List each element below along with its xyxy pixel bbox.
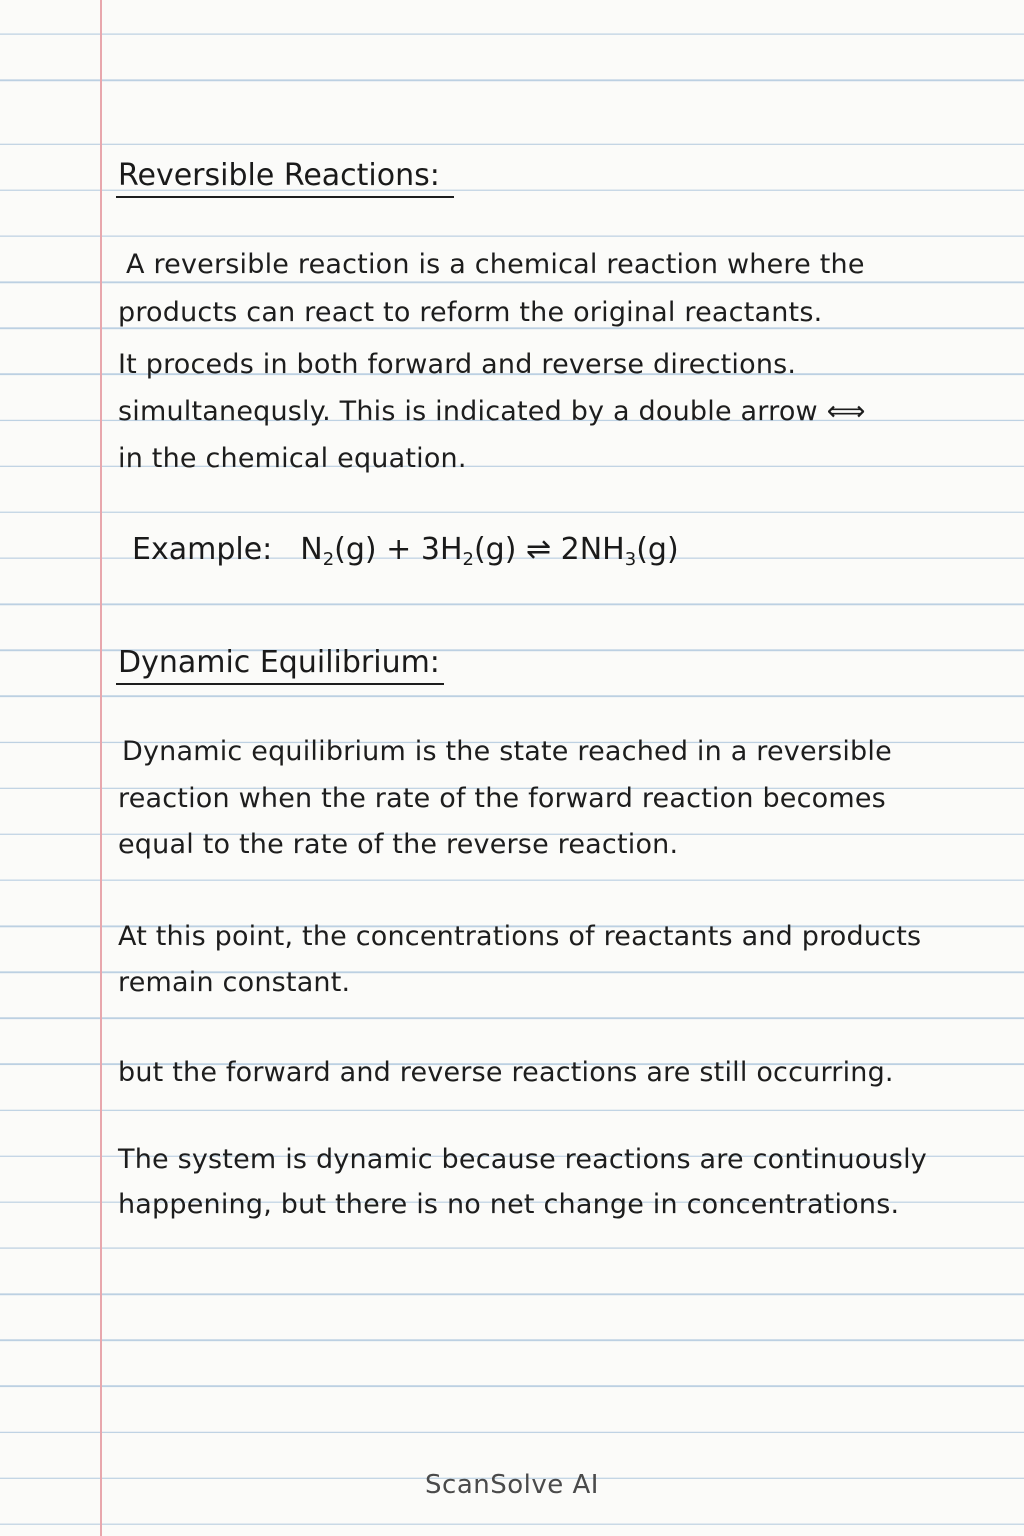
product-nh3: $2NH_3(g)$ xyxy=(560,532,679,570)
text-line: At this point, the concentrations of reactants and products xyxy=(118,921,922,952)
example-label: Example: xyxy=(132,532,273,567)
text-line: reaction when the rate of the forward reaction becomes xyxy=(118,783,886,814)
text-line: The system is dynamic because reactions are continuously xyxy=(118,1144,927,1175)
heading-reversible-reactions: Reversible Reactions: xyxy=(118,158,440,193)
text-line: simultanequsly. This is indicated by a double arrow ⟺ xyxy=(118,396,866,427)
example-equation xyxy=(132,530,679,580)
plus-sign: + xyxy=(386,532,412,567)
text-line: in the chemical equation. xyxy=(118,443,467,474)
text-line: equal to the rate of the reverse reaction. xyxy=(118,829,679,860)
text-line: A reversible reaction is a chemical reaction where the xyxy=(126,249,865,280)
reactant-h2: $3H_2(g)$ xyxy=(420,532,517,570)
equilibrium-arrow-icon: ⇌ xyxy=(525,532,552,567)
heading-dynamic-equilibrium: Dynamic Equilibrium: xyxy=(118,645,440,680)
text-line: It proceds in both forward and reverse directions. xyxy=(118,349,797,380)
heading-underline xyxy=(116,196,454,198)
text-line: happening, but there is no net change in concentrations. xyxy=(118,1189,900,1220)
text-line: products can react to reform the original reactants. xyxy=(118,297,823,328)
footer-watermark: ScanSolve AI xyxy=(425,1470,599,1500)
text-line: Dynamic equilibrium is the state reached in a reversible xyxy=(122,736,892,767)
margin-line xyxy=(100,0,102,1536)
heading-underline xyxy=(116,683,444,685)
reactant-n2: $N_2(g)$ xyxy=(300,532,377,570)
text-line: remain constant. xyxy=(118,967,351,998)
text-line: but the forward and reverse reactions are still occurring. xyxy=(118,1057,894,1088)
